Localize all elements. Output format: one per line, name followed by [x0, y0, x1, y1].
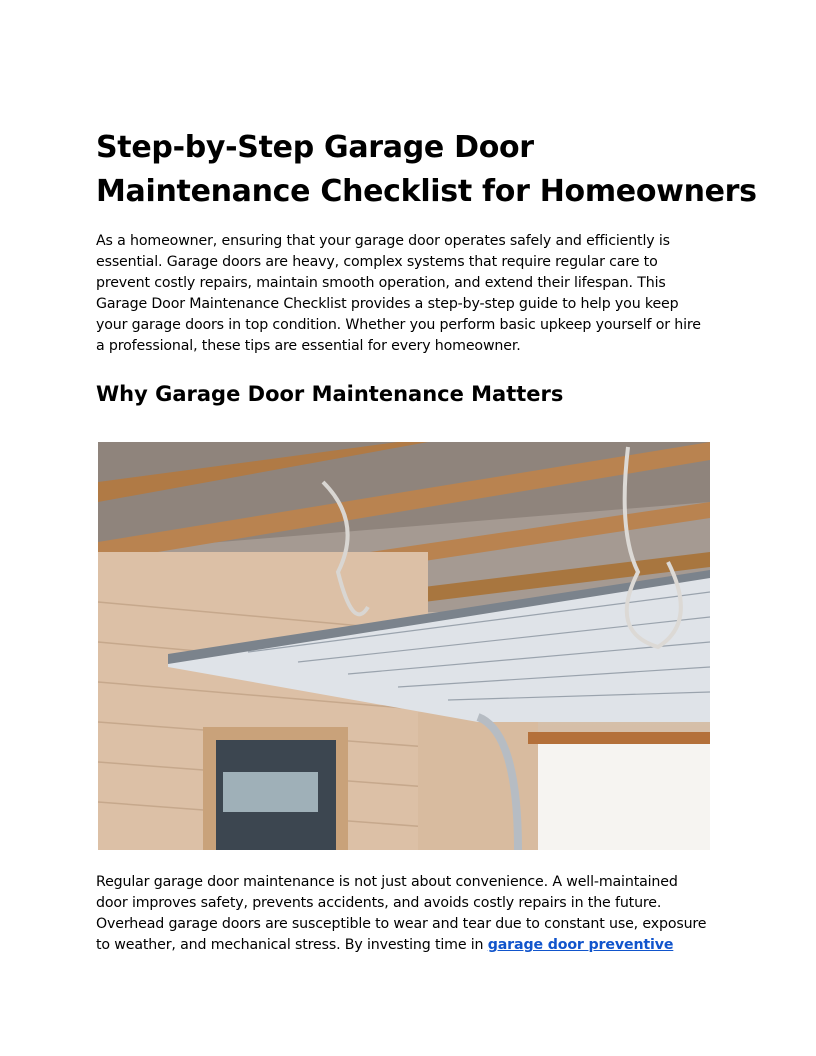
text-line: your garage doors in top condition. Whether you perform basic upkeep yourself or hire	[96, 317, 701, 333]
page-title	[96, 126, 757, 214]
intro-paragraph	[96, 231, 701, 357]
garage-door-photo	[98, 442, 710, 850]
text-fragment: to weather, and mechanical stress. By investing time in	[96, 937, 488, 953]
text-line: essential. Garage doors are heavy, complex systems that require regular care to	[96, 254, 658, 270]
body-paragraph	[96, 872, 706, 956]
text-line	[96, 935, 706, 956]
text-line: Overhead garage doors are susceptible to wear and tear due to constant use, exposure	[96, 916, 707, 932]
garage-ceiling-image	[98, 442, 710, 850]
section-heading: Why Garage Door Maintenance Matters	[96, 382, 564, 406]
preventive-maintenance-link[interactable]: garage door preventive	[487, 937, 674, 953]
text-line: prevent costly repairs, maintain smooth operation, and extend their lifespan. This	[96, 275, 666, 291]
text-line: As a homeowner, ensuring that your garage door operates safely and efficiently is	[96, 233, 670, 249]
title-line: Step-by-Step Garage Door	[96, 130, 534, 165]
text-line: a professional, these tips are essential for every homeowner.	[96, 338, 521, 354]
text-line: Regular garage door maintenance is not just about convenience. A well-maintained	[96, 874, 678, 890]
text-line: Garage Door Maintenance Checklist provides a step-by-step guide to help you keep	[96, 296, 679, 312]
text-line: door improves safety, prevents accidents, and avoids costly repairs in the future.	[96, 895, 662, 911]
title-line: Maintenance Checklist for Homeowners	[96, 174, 757, 209]
